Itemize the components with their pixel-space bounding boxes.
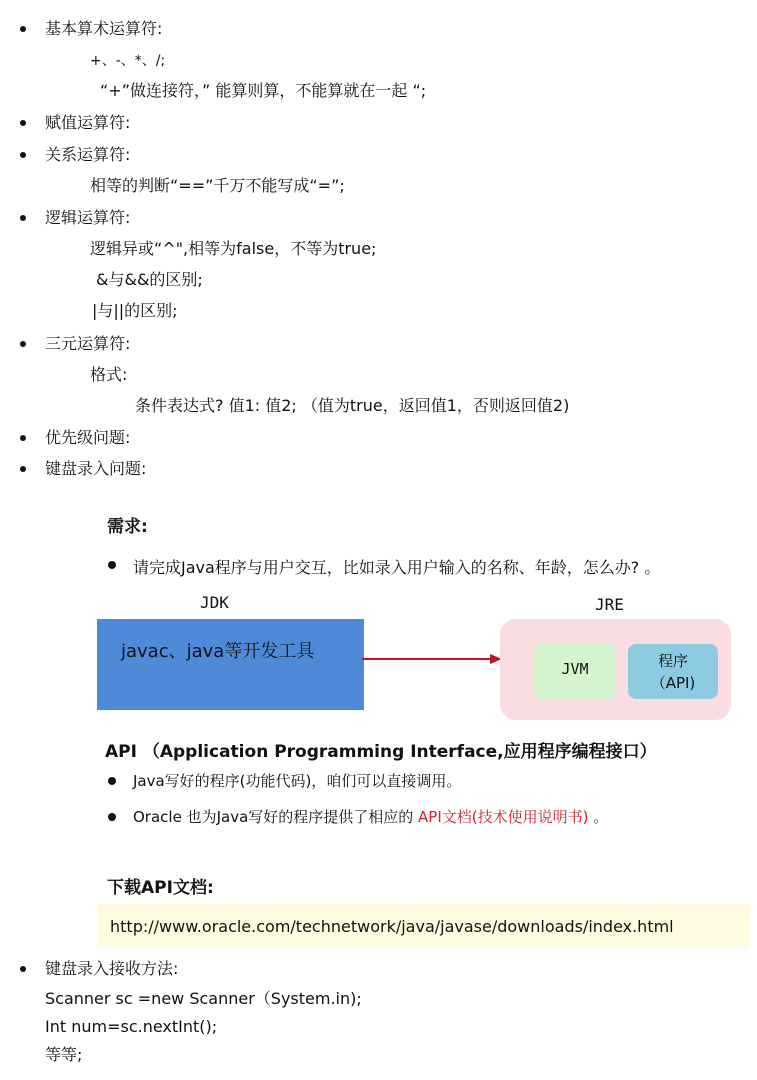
bullet-dot bbox=[108, 777, 116, 785]
assign-title: 赋值运算符: bbox=[45, 113, 131, 132]
receive-code-1: Scanner sc =new Scanner（System.in); bbox=[45, 989, 362, 1008]
bullet-dot bbox=[108, 813, 116, 821]
url-box bbox=[97, 904, 750, 948]
receive-etc: 等等; bbox=[45, 1045, 83, 1064]
logic-and: &与&&的区别; bbox=[96, 270, 203, 289]
ternary-format: 条件表达式? 值1: 值2; （值为true，返回值1，否则返回值2) bbox=[135, 396, 570, 415]
logic-title: 逻辑运算符: bbox=[45, 208, 131, 227]
arith-title: 基本算术运算符: bbox=[45, 19, 163, 38]
relation-note: 相等的判断“==”千万不能写成“=”; bbox=[90, 176, 345, 195]
api-label: （API) bbox=[650, 674, 696, 692]
priority-title: 优先级问题: bbox=[45, 428, 131, 447]
download-heading: 下载API文档: bbox=[107, 878, 214, 898]
ternary-title: 三元运算符: bbox=[45, 334, 131, 353]
receive-code-2: Int num=sc.nextInt(); bbox=[45, 1017, 218, 1036]
bullet-dot bbox=[20, 215, 26, 221]
logic-or: |与||的区别; bbox=[92, 301, 178, 320]
need-text: 请完成Java程序与用户交互，比如录入用户输入的名称、年龄，怎么办? 。 bbox=[133, 558, 661, 577]
jvm-box bbox=[534, 644, 616, 699]
api-bullet-2-suffix: 。 bbox=[588, 808, 609, 826]
api-bullet-1: Java写好的程序(功能代码)，咱们可以直接调用。 bbox=[133, 772, 462, 790]
bullet-dot bbox=[20, 26, 26, 32]
bullet-dot bbox=[20, 466, 26, 472]
jdk-label: JDK bbox=[200, 593, 229, 612]
api-heading: API （Application Programming Interface,应用程序编程接口） bbox=[105, 742, 657, 762]
receive-title: 键盘录入接收方法: bbox=[45, 959, 179, 978]
api-box bbox=[628, 644, 718, 699]
api-doc-link[interactable]: API文档(技术使用说明书) bbox=[418, 808, 589, 826]
need-heading: 需求: bbox=[107, 517, 148, 537]
relation-title: 关系运算符: bbox=[45, 145, 131, 164]
bullet-dot bbox=[20, 966, 26, 972]
arith-concat: “+”做连接符，” 能算则算，不能算就在一起 “; bbox=[100, 81, 427, 100]
keyboard-title: 键盘录入问题: bbox=[45, 459, 147, 478]
program-label: 程序 bbox=[657, 652, 688, 670]
arrow-icon bbox=[362, 652, 504, 666]
bullet-dot bbox=[20, 435, 26, 441]
bullet-dot bbox=[20, 152, 26, 158]
jre-label: JRE bbox=[595, 595, 624, 614]
bullet-dot bbox=[20, 341, 26, 347]
logic-xor: 逻辑异或“^",相等为false，不等为true; bbox=[90, 239, 377, 258]
api-bullet-2-prefix: Oracle 也为Java写好的程序提供了相应的 bbox=[133, 808, 419, 826]
jdk-box-text: javac、java等开发工具 bbox=[121, 641, 315, 662]
api-slide bbox=[90, 497, 757, 953]
api-bullet-2 bbox=[133, 806, 608, 827]
bullet-dot bbox=[20, 120, 26, 126]
download-url[interactable]: http://www.oracle.com/technetwork/java/javase/downloads/index.html bbox=[110, 917, 674, 936]
arith-ops: +、-、*、/; bbox=[90, 53, 166, 69]
jvm-label: JVM bbox=[561, 660, 589, 678]
bullet-dot bbox=[108, 561, 116, 569]
ternary-format-label: 格式: bbox=[90, 365, 128, 384]
jdk-box bbox=[97, 619, 364, 710]
